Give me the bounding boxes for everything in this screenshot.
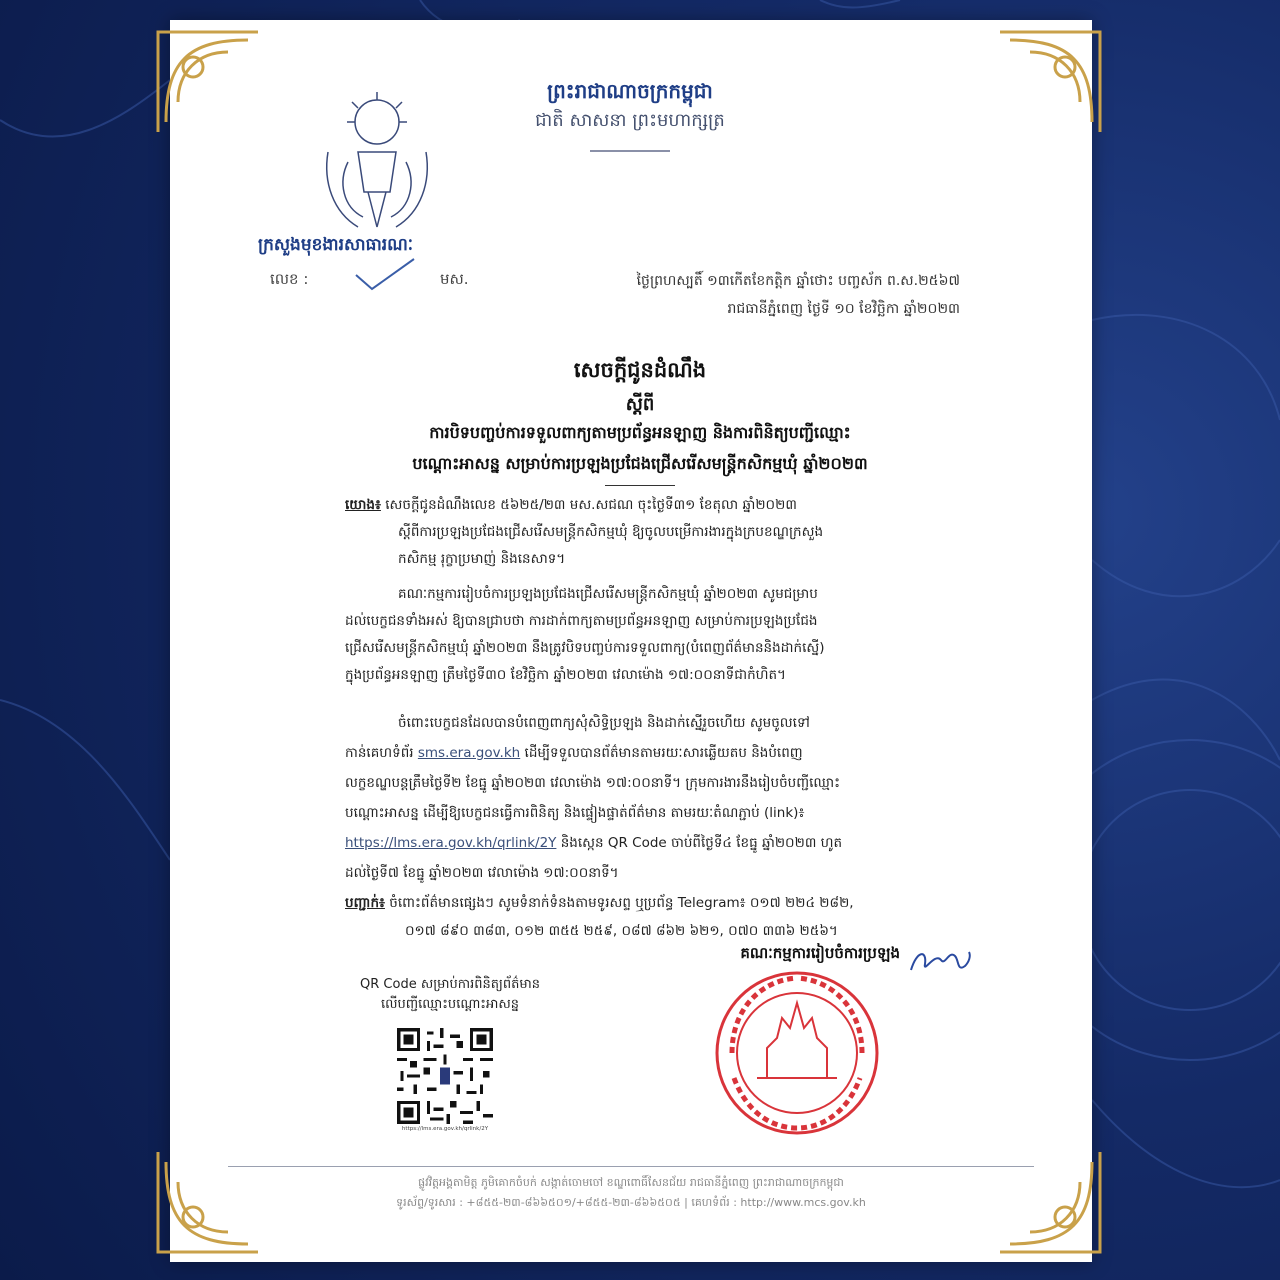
title-divider xyxy=(605,485,675,486)
paragraph-text: និងស្កេន QR Code ចាប់ពីថ្ងៃទី៤ ខែធ្នូ ឆ្នាំ២០២៣ ហូត xyxy=(560,835,843,851)
note-line: ០១៧ ៨៩០ ៣៨៣, ០១២ ៣៥៥ ២៥៩, ០៨៧ ៨៦២ ៦២១, ០៧០ ៣៣៦ ២៥៦។ xyxy=(405,923,838,939)
sms-website-link[interactable]: sms.era.gov.kh xyxy=(417,745,521,761)
reference-line xyxy=(345,496,960,515)
qr-caption: លើបញ្ជីឈ្មោះបណ្តោះអាសន្ន xyxy=(380,997,520,1012)
qr-code-icon[interactable] xyxy=(397,1028,493,1124)
committee-name: គណៈកម្មការរៀបចំការប្រឡង xyxy=(740,944,900,962)
note-line xyxy=(345,894,960,913)
footer-address: ផ្លូវវិត្តអង្គតាមិត្ត ភូមិគោកចំបក់ សង្កាត់ចោមចៅ ខណ្ឌពោធិ៍សែនជ័យ រាជធានីភ្នំពេញ ព្រះរាជាណាចក្រកម្ពុជា xyxy=(418,1176,844,1189)
ministry-name: ក្រសួងមុខងារសាធារណៈ xyxy=(258,235,414,255)
reference-suffix: មស. xyxy=(440,270,469,288)
paragraph-text: កាន់គេហទំព័រ xyxy=(345,745,414,761)
lunar-date: ថ្ងៃព្រហស្បតិ៍ ១៣កើតខែកត្តិក ឆ្នាំថោះ បញ្ចស័ក ព.ស.២៥៦៧ xyxy=(636,273,960,289)
motto-divider xyxy=(590,150,670,152)
signature xyxy=(905,942,975,978)
corner-ornament xyxy=(148,22,268,142)
official-seal-icon xyxy=(712,968,882,1138)
paragraph-line: បណ្តោះអាសន្ន ដើម្បីឱ្យបេក្ខជនធ្វើការពិនិត្យ និងផ្ទៀងផ្ទាត់ព័ត៌មាន តាមរយៈតំណភ្ជាប់ (link)៖ xyxy=(345,805,805,821)
national-motto: ជាតិ សាសនា ព្រះមហាក្សត្រ xyxy=(535,110,725,131)
paragraph-line: គណៈកម្មការរៀបចំការប្រឡងប្រជែងជ្រើសរើសមន្ត្រីកសិកម្មឃុំ ឆ្នាំ២០២៣ សូមជម្រាប xyxy=(398,586,818,602)
paragraph-line: លក្ខខណ្ឌបន្តត្រឹមថ្ងៃទី២ ខែធ្នូ ឆ្នាំ២០២៣ វេលាម៉ោង ១៧:០០នាទី។ ក្រុមការងារនឹងរៀបចំបញ្ជីឈ្មោះ xyxy=(345,775,841,791)
footer-contact: ទូរស័ព្ទ/ទូរសារ : +៨៥៥-២៣-៨៦៦៥០១/+៨៥៥-២៣-៨៦៦៥០៥ | គេហទំព័រ : http://www.mcs.gov.kh xyxy=(396,1196,866,1209)
paragraph-line xyxy=(345,834,960,853)
note-text: ចំពោះព័ត៌មានផ្សេងៗ សូមទំនាក់ទំនងតាមទូរសព្ទ ឬប្រព័ន្ធ Telegram៖ ០១៧ ២២៤ ២៨២, xyxy=(389,895,854,911)
reference-label: យោង៖ xyxy=(345,497,381,513)
paragraph-text: ដើម្បីទទួលបានព័ត៌មានតាមរយៈសារឆ្លើយតប និងបំពេញ xyxy=(524,745,803,761)
footer-divider xyxy=(228,1166,1034,1167)
qr-list-link[interactable]: https://lms.era.gov.kh/qrlink/2Y xyxy=(345,835,557,851)
reference-line: កសិកម្ម រុក្ខាប្រមាញ់ និងនេសាទ។ xyxy=(398,551,566,567)
reference-line: ស្តីពីការប្រឡងប្រជែងជ្រើសរើសមន្ត្រីកសិកម្មឃុំ ឱ្យចូលបម្រើការងារក្នុងក្របខណ្ឌក្រសួង xyxy=(398,524,824,540)
subject-line: ការបិទបញ្ចប់ការទទួលពាក្យតាមប្រព័ន្ធអនឡាញ និងការពិនិត្យបញ្ជីឈ្មោះ xyxy=(429,423,851,442)
notice-title: សេចក្តីជូនដំណឹង xyxy=(573,358,707,382)
kingdom-title: ព្រះរាជាណាចក្រកម្ពុជា xyxy=(547,79,713,103)
national-emblem-icon xyxy=(318,92,436,232)
paragraph-line: ចំពោះបេក្ខជនដែលបានបំពេញពាក្យសុំសិទ្ធិប្រឡង និងដាក់ស្នើរួចហើយ សូមចូលទៅ xyxy=(398,715,810,731)
subject-line: បណ្តោះអាសន្ន សម្រាប់ការប្រឡងប្រជែងជ្រើសរើសមន្ត្រីកសិកម្មឃុំ ឆ្នាំ២០២៣ xyxy=(412,454,868,473)
checkmark-icon xyxy=(350,255,420,295)
qr-url-text: https://lms.era.gov.kh/qrlink/2Y xyxy=(401,1126,489,1132)
solar-date: រាជធានីភ្នំពេញ ថ្ងៃទី ១០ ខែវិច្ឆិកា ឆ្នាំ២០២៣ xyxy=(727,301,960,317)
reference-number-label: លេខ : xyxy=(270,270,309,288)
paragraph-line: ដល់ថ្ងៃទី៧ ខែធ្នូ ឆ្នាំ២០២៣ វេលាម៉ោង ១៧:០០នាទី។ xyxy=(345,865,619,881)
note-label: បញ្ជាក់៖ xyxy=(345,895,385,911)
paragraph-line: ដល់បេក្ខជនទាំងអស់ ឱ្យបានជ្រាបថា ការដាក់ពាក្យតាមប្រព័ន្ធអនឡាញ សម្រាប់ការប្រឡងប្រជែង xyxy=(345,613,818,629)
paragraph-line: ជ្រើសរើសមន្ត្រីកសិកម្មឃុំ ឆ្នាំ២០២៣ នឹងត្រូវបិទបញ្ចប់ការទទួលពាក្យ(បំពេញព័ត៌មាននិងដាក់ស្នើ) xyxy=(345,640,825,656)
about-label: ស្តីពី xyxy=(625,394,655,415)
corner-ornament xyxy=(990,22,1110,142)
reference-text: សេចក្តីជូនដំណឹងលេខ ៥៦២៥/២៣ មស.សជណ ចុះថ្ងៃទី៣១ ខែតុលា ឆ្នាំ២០២៣ xyxy=(385,497,797,513)
qr-caption: QR Code សម្រាប់ការពិនិត្យព័ត៌មាន xyxy=(360,977,540,992)
paragraph-line xyxy=(345,744,960,763)
paragraph-line: ក្នុងប្រព័ន្ធអនឡាញ ត្រឹមថ្ងៃទី៣០ ខែវិច្ឆិកា ឆ្នាំ២០២៣ វេលាម៉ោង ១៧:០០នាទីជាកំហិត។ xyxy=(345,667,786,683)
